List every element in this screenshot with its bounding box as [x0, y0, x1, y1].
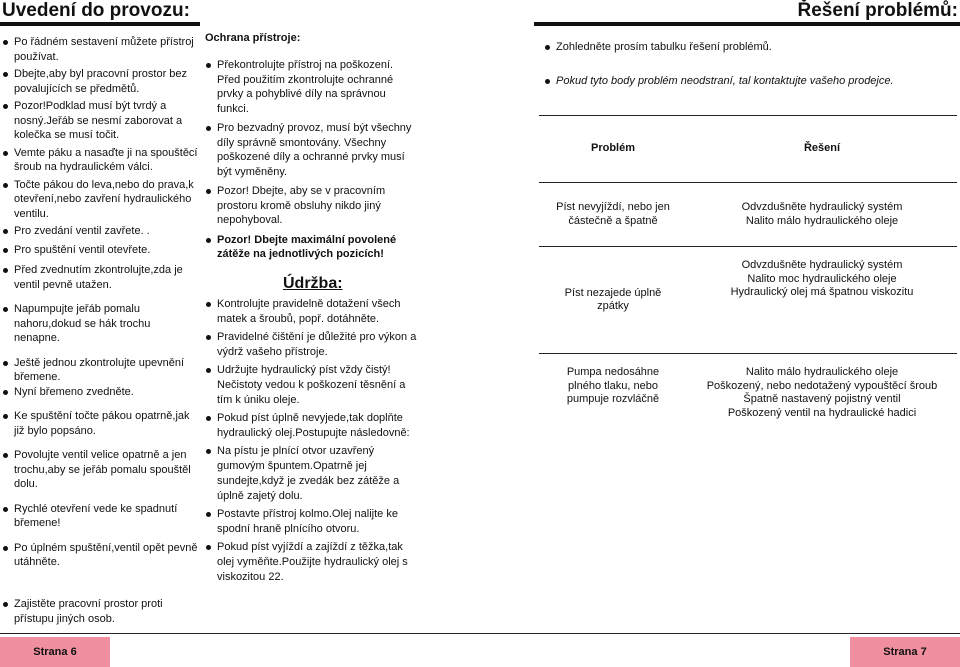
table-row	[539, 182, 957, 246]
list-item: Pokud píst úplně nevyjede,tak doplňte hydraulický olej.Postupujte následovně:	[205, 411, 417, 441]
table-row	[539, 246, 957, 353]
troubleshooting-table	[539, 115, 957, 443]
page-title-left: Uvedení do provozu:	[2, 0, 190, 21]
list-item: Na pístu je plnící otvor uzavřený gumovým špuntem.Opatrně jej sundejte,když je zvedák bez zátěže a úplně zajetý dolu.	[205, 444, 417, 504]
solution-cell: Nalito málo hydraulického oleje Poškozený, nebo nedotažený vypouštěcí šroub Špatně nastavený pojistný ventil Poškozený ventil na hydraulické hadici	[706, 366, 938, 419]
troubleshooting-intro	[544, 40, 954, 107]
startup-steps-bottom	[2, 263, 198, 570]
list-item: Po řádném sestavení můžete přístroj používat.	[2, 35, 198, 64]
page-title-right: Řešení problémů:	[797, 0, 958, 21]
table-row	[539, 353, 957, 443]
protection-heading: Ochrana přístroje:	[205, 32, 301, 44]
list-item: Pozor! Dbejte, aby se v pracovním prostoru kromě obsluhy nikdo jiný nepohyboval.	[205, 184, 417, 228]
list-item: Pro bezvadný provoz, musí být všechny díly správně smontovány. Všechny poškozené díly a ochranné prvky musí být vyměněny.	[205, 121, 417, 179]
header-rule-left	[0, 22, 200, 26]
list-item: Nyní břemeno zvedněte.	[2, 385, 198, 400]
list-item: Povolujte ventil velice opatrně a jen trochu,aby se jeřáb pomalu spouštěl dolu.	[2, 448, 198, 492]
list-item: Udržujte hydraulický píst vždy čistý! Nečistoty vedou k poškození těsnění a tím k úniku oleje.	[205, 363, 417, 408]
list-item: Pokud tyto body problém neodstraní, tal kontaktujte vašeho prodejce.	[544, 74, 954, 89]
startup-steps-top	[2, 35, 198, 257]
load-warning: Pozor! Dbejte maximální povolené zátěže na jednotlivých pozicích!	[205, 233, 417, 262]
list-item: Zajistěte pracovní prostor proti přístupu jiných osob.	[2, 597, 198, 626]
list-item: Pozor!Podklad musí být tvrdý a nosný.Jeřáb se nesmí zaborovat a kolečka se musí točit.	[2, 99, 198, 143]
list-item: Pokud píst vyjíždí a zajíždí z těžka,tak olej vyměňte.Použijte hydraulický olej s viskozitou 22.	[205, 540, 417, 585]
page-number-left: Strana 6	[0, 637, 110, 667]
list-item: Ke spuštění točte pákou opatrně,jak již bylo popsáno.	[2, 409, 198, 438]
startup-steps-last	[2, 597, 198, 626]
maintenance-heading: Údržba:	[283, 275, 343, 292]
list-item: Překontrolujte přístroj na poškození. Před použitím zkontrolujte ochranné prvky a pohyblivé díly na správnou funkci.	[205, 58, 417, 116]
protection-section	[205, 32, 417, 262]
list-item: Kontrolujte pravidelně dotažení všech matek a šroubů, popř. dotáhněte.	[205, 297, 417, 327]
solution-cell: Odvzdušněte hydraulický systém Nalito málo hydraulického oleje	[741, 201, 903, 227]
footer-rule	[0, 633, 960, 634]
problem-cell: Pumpa nedosáhne plného tlaku, nebo pumpuje rozvláčně	[566, 366, 660, 405]
list-item: Pravidelné čištění je důležité pro výkon a výdrž vašeho přístroje.	[205, 330, 417, 360]
list-item: Po úplném spuštění,ventil opět pevně utáhněte.	[2, 541, 198, 570]
list-item: Před zvednutím zkontrolujte,zda je ventil pevně utažen.	[2, 263, 198, 292]
list-item: Točte pákou do leva,nebo do prava,k otevření,nebo zavření hydraulického ventilu.	[2, 178, 198, 222]
list-item: Pro spuštění ventil otevřete.	[2, 243, 198, 258]
list-item: Pro zvedání ventil zavřete. .	[2, 224, 198, 239]
header-rule-right	[534, 22, 960, 26]
table-header-row	[539, 115, 957, 182]
page-number-right: Strana 7	[850, 637, 960, 667]
list-item: Vemte páku a nasaďte ji na spouštěcí šroub na hydraulickém válci.	[2, 146, 198, 175]
list-item: Postavte přístroj kolmo.Olej nalijte ke spodní hraně plnícího otvoru.	[205, 507, 417, 537]
problem-cell: Píst nevyjíždí, nebo jen částečně a špatně	[556, 201, 670, 227]
solution-cell: Odvzdušněte hydraulický systém Nalito moc hydraulického oleje Hydraulický olej má špatnou viskozitu	[730, 259, 914, 298]
list-item: Rychlé otevření vede ke spadnutí břemene!	[2, 502, 198, 531]
problem-cell: Píst nezajede úplně zpátky	[564, 286, 662, 312]
list-item: Dbejte,aby byl pracovní prostor bez povalujících se předmětů.	[2, 67, 198, 96]
list-item: Ještě jednou zkontrolujte upevnění břemene.	[2, 356, 198, 385]
column-header-problem: Problém	[590, 142, 635, 155]
maintenance-section	[205, 275, 417, 585]
list-item: Napumpujte jeřáb pomalu nahoru,dokud se hák trochu nenapne.	[2, 302, 198, 346]
list-item: Zohledněte prosím tabulku řešení problémů.	[544, 40, 954, 55]
column-header-solution: Řešení	[803, 142, 841, 155]
